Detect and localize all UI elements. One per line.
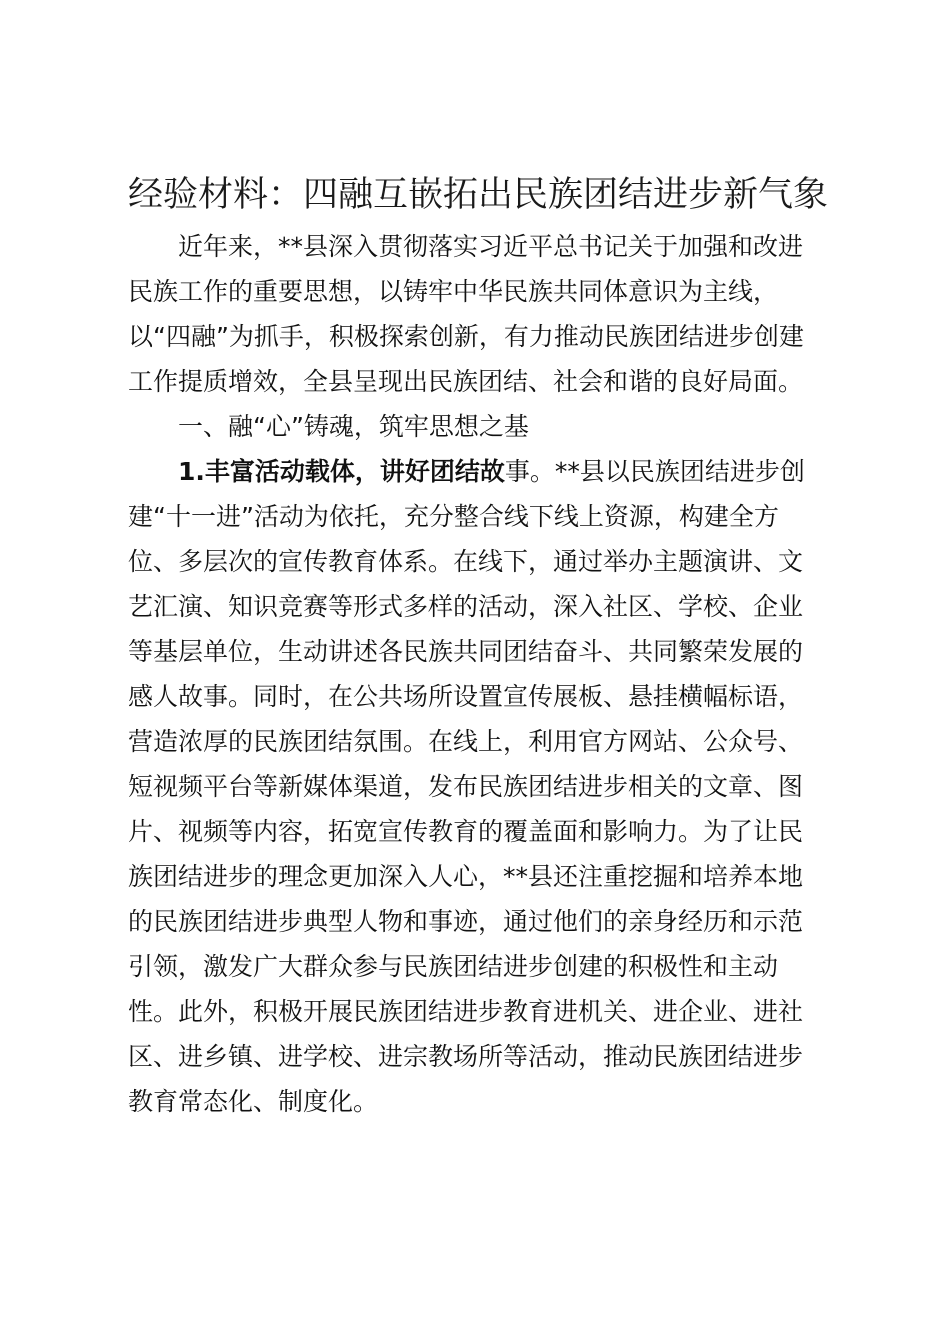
body-line: 族团结进步的理念更加深入人心，**县还注重挖掘和培养本地 [128,862,804,891]
body-line: 艺汇演、知识竞赛等形式多样的活动，深入社区、学校、企业 [128,592,804,621]
body-line: 引领，激发广大群众参与民族团结进步创建的积极性和主动 [128,952,779,981]
body-line: 感人故事。同时，在公共场所设置宣传展板、悬挂横幅标语， [128,682,804,711]
body-line: 片、视频等内容，拓宽宣传教育的覆盖面和影响力。为了让民 [128,817,804,846]
intro-line: 工作提质增效，全县呈现出民族团结、社会和谐的良好局面。 [128,367,804,396]
subsection-lead-text: 事。**县以民族团结进步创 [504,457,805,486]
body-line: 的民族团结进步典型人物和事迹，通过他们的亲身经历和示范 [128,907,804,936]
intro-line: 民族工作的重要思想，以铸牢中华民族共同体意识为主线， [128,277,779,306]
body-line: 短视频平台等新媒体渠道，发布民族团结进步相关的文章、图 [128,772,804,801]
body-line: 区、进乡镇、进学校、进宗教场所等活动，推动民族团结进步 [128,1042,804,1071]
section-heading: 一、融“心”铸魂，筑牢思想之基 [178,412,529,441]
body-line: 位、多层次的宣传教育体系。在线下，通过举办主题演讲、文 [128,547,804,576]
document-title: 经验材料：四融互嵌拓出民族团结进步新气象 [128,175,829,215]
subsection-heading: 1.丰富活动载体，讲好团结故 [178,457,505,486]
body-line: 教育常态化、制度化。 [128,1087,379,1116]
intro-line: 近年来，**县深入贯彻落实习近平总书记关于加强和改进 [178,232,804,261]
body-line: 营造浓厚的民族团结氛围。在线上，利用官方网站、公众号、 [128,727,804,756]
body-line: 建“十一进”活动为依托，充分整合线下线上资源，构建全方 [128,502,779,531]
subsection-first-line [178,454,878,490]
intro-line: 以“四融”为抓手，积极探索创新，有力推动民族团结进步创建 [128,322,804,351]
body-line: 性。此外，积极开展民族团结进步教育进机关、进企业、进社 [128,997,804,1026]
body-line: 等基层单位，生动讲述各民族共同团结奋斗、共同繁荣发展的 [128,637,804,666]
